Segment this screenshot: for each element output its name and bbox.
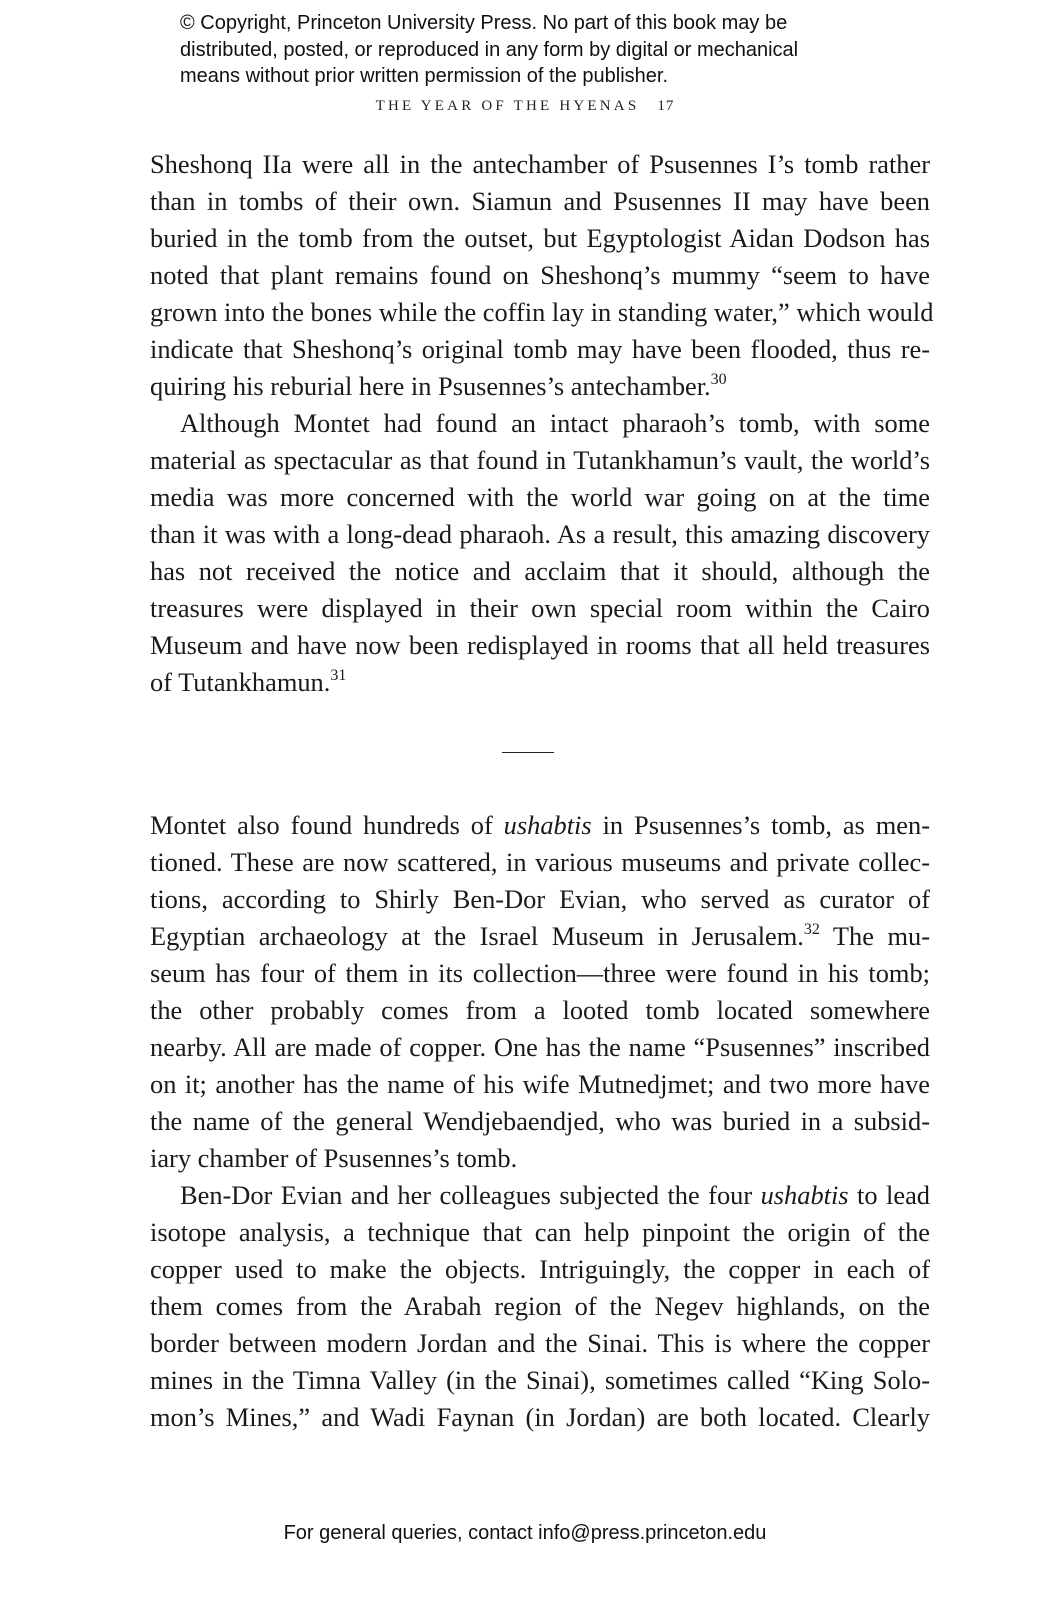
text-line xyxy=(150,807,930,844)
text-line: than in tombs of their own. Siamun and Psusennes II may have been xyxy=(150,186,930,216)
text-line: mon’s Mines,” and Wadi Faynan (in Jordan) are both located. Clearly xyxy=(150,1402,930,1432)
footnote-ref: 32 xyxy=(803,921,820,938)
text-run: of Tutankhamun. xyxy=(150,667,331,697)
text-line: on it; another has the name of his wife Mutnedjmet; and two more have xyxy=(150,1069,930,1099)
paragraph xyxy=(150,807,930,1177)
text-line: grown into the bones while the coffin lay in standing water,” which would xyxy=(150,297,934,327)
text-line: media was more concerned with the world war going on at the time xyxy=(150,482,930,512)
page-number: 17 xyxy=(657,98,675,114)
footnote-ref: 30 xyxy=(710,371,727,388)
text-line: than it was with a long-dead pharaoh. As a result, this amazing discovery xyxy=(150,519,930,549)
text-line xyxy=(150,664,930,701)
text-run: Ben-Dor Evian and her colleagues subjected the four xyxy=(180,1180,761,1210)
running-head xyxy=(0,98,1050,115)
text-line: has not received the notice and acclaim that it should, although the xyxy=(150,556,930,586)
text-section-2 xyxy=(150,807,930,1436)
text-line: material as spectacular as that found in Tutankhamun’s vault, the world’s xyxy=(150,445,930,475)
paragraph xyxy=(150,1177,930,1436)
italic-term: ushabtis xyxy=(503,810,592,840)
text-line: iary chamber of Psusennes’s tomb. xyxy=(150,1143,518,1173)
italic-term: ushabtis xyxy=(760,1180,849,1210)
text-line xyxy=(150,918,930,955)
text-run: quiring his reburial here in Psusennes’s antechamber. xyxy=(150,371,711,401)
text-line: seum has four of them in its collection—three were found in his tomb; xyxy=(150,958,930,988)
text-line: isotope analysis, a technique that can help pinpoint the origin of the xyxy=(150,1217,930,1247)
footer-contact: For general queries, contact info@press.princeton.edu xyxy=(283,1522,767,1544)
text-line: nearby. All are made of copper. One has the name “Psusennes” inscribed xyxy=(150,1032,930,1062)
text-run: Montet also found hundreds of xyxy=(150,810,504,840)
text-line xyxy=(150,368,930,405)
text-run: The mu- xyxy=(819,921,931,951)
paragraph xyxy=(150,405,930,701)
text-line: Sheshonq IIa were all in the antechamber of Psusennes I’s tomb rather xyxy=(150,149,930,179)
paragraph xyxy=(150,146,934,405)
text-line: the other probably comes from a looted tomb located somewhere xyxy=(150,995,930,1025)
text-line xyxy=(150,1177,930,1214)
text-line: noted that plant remains found on Sheshonq’s mummy “seem to have xyxy=(150,260,930,290)
text-run: in Psusennes’s tomb, as men- xyxy=(591,810,930,840)
text-line: copper used to make the objects. Intriguingly, the copper in each of xyxy=(150,1254,930,1284)
text-line: mines in the Timna Valley (in the Sinai), sometimes called “King Solo- xyxy=(150,1365,930,1395)
text-line: Museum and have now been redisplayed in rooms that all held treasures xyxy=(150,630,930,660)
text-run: Egyptian archaeology at the Israel Museum in Jerusalem. xyxy=(150,921,804,951)
text-line: the name of the general Wendjebaendjed, who was buried in a subsid- xyxy=(150,1106,930,1136)
text-line: Although Montet had found an intact pharaoh’s tomb, with some xyxy=(180,408,930,438)
copyright-line: distributed, posted, or reproduced in any form by digital or mechanical xyxy=(180,38,799,61)
footnote-ref: 31 xyxy=(330,667,347,684)
text-line: them comes from the Arabah region of the Negev highlands, on the xyxy=(150,1291,930,1321)
text-line: indicate that Sheshonq’s original tomb may have been flooded, thus re- xyxy=(150,334,930,364)
text-line: border between modern Jordan and the Sinai. This is where the copper xyxy=(150,1328,930,1358)
copyright-line: means without prior written permission of the publisher. xyxy=(180,65,669,87)
text-run: to lead xyxy=(848,1180,930,1210)
copyright-notice xyxy=(180,10,900,90)
running-head-title: THE YEAR OF THE HYENAS xyxy=(375,98,640,114)
copyright-line: © Copyright, Princeton University Press. No part of this book may be xyxy=(180,12,788,34)
text-line: tioned. These are now scattered, in various museums and private collec- xyxy=(150,847,930,877)
text-line: treasures were displayed in their own special room within the Cairo xyxy=(150,593,930,623)
text-section-1 xyxy=(150,146,934,701)
text-line: tions, according to Shirly Ben-Dor Evian, who served as curator of xyxy=(150,884,930,914)
section-break-rule xyxy=(502,752,554,753)
text-line: buried in the tomb from the outset, but Egyptologist Aidan Dodson has xyxy=(150,223,930,253)
